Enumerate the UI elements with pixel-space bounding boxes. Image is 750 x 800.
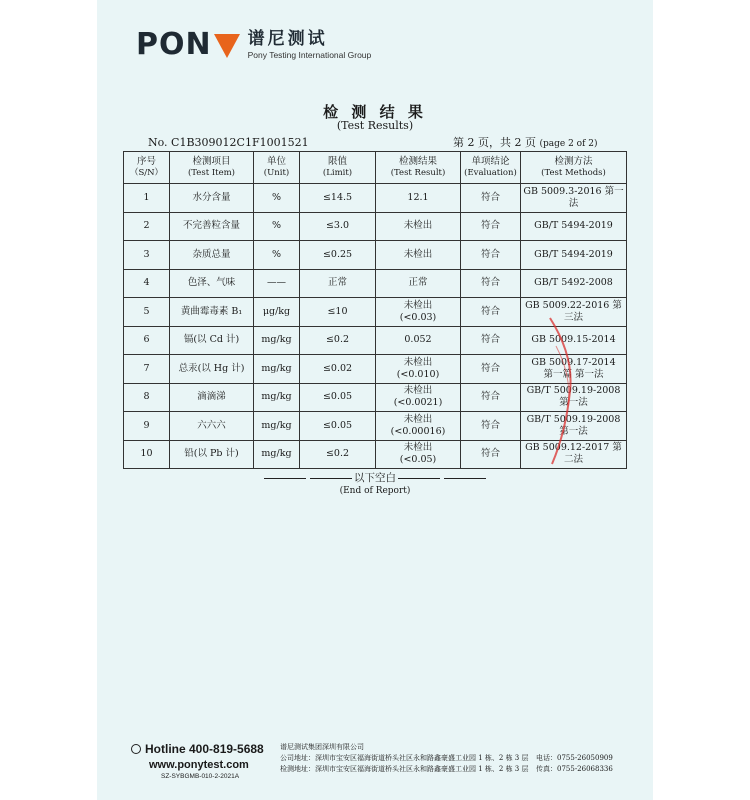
cell-test-result-text: (<0.00016) (390, 425, 446, 437)
column-header-en: (Test Methods) (541, 168, 606, 179)
cell-test-method (521, 412, 627, 441)
form-code: SZ-SYBGMB-010-2-2021A (161, 773, 240, 780)
cell-evaluation-text: 符合 (480, 305, 500, 317)
cell-test-item-text: 镉(以 Cd 计) (183, 334, 240, 346)
cell-test-method-text: GB/T 5009.19-2008 第一法 (526, 385, 621, 409)
cell-unit-text: mg/kg (261, 448, 292, 460)
column-header-en: (Test Item) (187, 168, 235, 179)
table-row (124, 184, 627, 213)
cell-test-item-text: 水分含量 (192, 191, 231, 203)
table-row (124, 298, 627, 327)
cell-evaluation (461, 383, 521, 412)
cell-evaluation-text: 符合 (480, 220, 500, 232)
cell-unit (254, 298, 300, 327)
page-title: 检 测 结 果 (323, 103, 427, 121)
cell-test-method-text: GB/T 5009.19-2008 第一法 (526, 413, 621, 437)
cell-test-result-text: 未检出 (403, 299, 433, 311)
hotline-text: Hotline 400-819-5688 (145, 742, 264, 756)
cell-sn-text: 6 (143, 334, 150, 346)
footer-contact (131, 742, 264, 780)
cell-limit (300, 355, 376, 384)
pony-logo (136, 27, 372, 62)
cell-test-method-text: GB/T 5494-2019 (534, 220, 613, 232)
cell-limit-text: ≤0.25 (322, 248, 353, 260)
page-indicator-cn: 第 2 页，共 2 页 (453, 136, 536, 149)
results-table (123, 151, 627, 469)
column-header-en: (Evaluation) (464, 168, 517, 179)
cell-test-item (170, 184, 254, 213)
cell-test-result-text: 未检出 (403, 356, 433, 368)
column-header-cn: 检测结果 (398, 156, 437, 168)
cell-test-result (376, 241, 461, 270)
column-header-en: (Test Result) (390, 168, 446, 179)
test-address: 检测地址：深圳市宝安区福海街道桥头社区永和路鑫豪盛工业园 1 栋、2 栋 3 层 (280, 765, 529, 773)
cell-test-result-text: (<0.03) (399, 311, 437, 323)
cell-test-result (376, 326, 461, 355)
fax: 传真：0755-26068336 (536, 765, 613, 773)
cell-test-item (170, 298, 254, 327)
logo-y-triangle-icon (214, 34, 240, 58)
company-name: 谱尼测试集团深圳有限公司 (280, 743, 364, 751)
cell-test-method (521, 212, 627, 241)
cell-limit (300, 298, 376, 327)
cell-sn-text: 10 (140, 448, 153, 460)
cell-test-item (170, 383, 254, 412)
cell-limit (300, 326, 376, 355)
cell-evaluation (461, 298, 521, 327)
cell-test-result-text: 正常 (408, 277, 428, 289)
cell-sn (124, 184, 170, 213)
cell-unit-text: —— (267, 277, 286, 289)
cell-sn (124, 383, 170, 412)
column-header-en: (Unit) (263, 168, 290, 179)
cell-test-method (521, 184, 627, 213)
table-row (124, 326, 627, 355)
table-header-row (124, 152, 627, 184)
cell-test-result (376, 355, 461, 384)
cell-test-method-text: GB 5009.15-2014 (531, 334, 616, 346)
table-row (124, 440, 627, 469)
cell-test-result (376, 184, 461, 213)
table-row (124, 412, 627, 441)
page-indicator-en: (page 2 of 2) (539, 139, 598, 149)
cell-test-method-text: GB/T 5492-2008 (534, 277, 613, 289)
column-header (254, 152, 300, 184)
hotline (131, 742, 264, 756)
cell-limit-text: ≤0.2 (325, 334, 350, 346)
cell-test-result-text: 未检出 (403, 248, 433, 260)
cell-test-method-text: 第一篇 第一法 (543, 368, 604, 380)
table-body (124, 184, 627, 469)
cell-evaluation (461, 241, 521, 270)
cell-sn-text: 2 (143, 220, 150, 232)
cell-limit (300, 184, 376, 213)
cell-test-item-text: 总汞(以 Hg 计) (178, 362, 245, 374)
cell-test-method (521, 269, 627, 298)
cell-evaluation (461, 326, 521, 355)
cell-unit-text: mg/kg (261, 419, 292, 431)
cell-unit-text: mg/kg (261, 362, 292, 374)
cell-sn (124, 440, 170, 469)
cell-test-item (170, 269, 254, 298)
cell-limit-text: ≤14.5 (322, 191, 353, 203)
table-row (124, 269, 627, 298)
cell-test-result-text: (<0.05) (399, 454, 437, 466)
cell-unit-text: % (271, 220, 282, 232)
cell-unit (254, 212, 300, 241)
cell-test-result (376, 412, 461, 441)
cell-sn (124, 241, 170, 270)
column-header (300, 152, 376, 184)
cell-unit-text: % (271, 191, 282, 203)
table-row (124, 241, 627, 270)
cell-test-method-text: GB/T 5494-2019 (534, 248, 613, 260)
page-subtitle: (Test Results) (336, 119, 414, 132)
cell-test-method-text: GB 5009.22-2016 第三法 (525, 299, 622, 323)
cell-evaluation-text: 符合 (480, 391, 500, 403)
column-header-cn: 检测方法 (554, 156, 593, 168)
cell-test-item (170, 440, 254, 469)
cell-test-item-text: 不完善粒含量 (182, 220, 240, 232)
end-marker (0, 470, 750, 485)
cell-test-result (376, 269, 461, 298)
cell-limit-text: ≤0.02 (322, 362, 353, 374)
cell-test-method-text: GB 5009.12-2017 第二法 (525, 442, 622, 466)
cell-sn-text: 3 (143, 248, 150, 260)
cell-sn (124, 212, 170, 241)
cell-test-item-text: 六六六 (197, 419, 226, 431)
cell-test-item (170, 241, 254, 270)
footer-phone (536, 753, 613, 775)
cell-unit-text: mg/kg (261, 334, 292, 346)
cell-unit (254, 326, 300, 355)
website: www.ponytest.com (149, 759, 249, 771)
cell-unit (254, 184, 300, 213)
table-row (124, 383, 627, 412)
cell-test-item-text: 杂质总量 (192, 248, 231, 260)
column-header (461, 152, 521, 184)
cell-sn-text: 5 (143, 305, 150, 317)
column-header (376, 152, 461, 184)
cell-evaluation (461, 212, 521, 241)
cell-sn (124, 412, 170, 441)
cell-limit (300, 383, 376, 412)
cell-test-result-text: 未检出 (403, 442, 433, 454)
cell-unit (254, 241, 300, 270)
cell-test-result-text: 未检出 (403, 385, 433, 397)
cell-limit-text: ≤3.0 (325, 220, 350, 232)
cell-sn-text: 1 (143, 191, 150, 203)
cell-unit (254, 383, 300, 412)
column-header (170, 152, 254, 184)
footer-address (280, 742, 529, 775)
logo-wordmark (136, 27, 240, 62)
cell-test-result-text: 未检出 (403, 220, 433, 232)
cell-test-result (376, 440, 461, 469)
cell-limit (300, 212, 376, 241)
cell-test-result-text: (<0.0021) (393, 397, 443, 409)
cell-test-method (521, 326, 627, 355)
company-address: 公司地址：深圳市宝安区福海街道桥头社区永和路鑫豪盛工业园 1 栋、2 栋 3 层 (280, 754, 529, 762)
cell-evaluation-text: 符合 (480, 419, 500, 431)
cell-test-result (376, 298, 461, 327)
phone-icon (131, 744, 141, 754)
cell-test-result-text: 0.052 (404, 334, 432, 346)
cell-unit (254, 412, 300, 441)
cell-limit-text: ≤0.05 (322, 391, 353, 403)
cell-test-method-text: GB 5009.3-2016 第一法 (523, 185, 624, 209)
cell-test-method (521, 355, 627, 384)
column-header-en: （S/N） (129, 168, 164, 179)
cell-sn-text: 8 (143, 391, 150, 403)
logo-chinese-name: 谱尼测试 (247, 28, 328, 49)
column-header (124, 152, 170, 184)
cell-evaluation-text: 符合 (480, 448, 500, 460)
cell-test-item-text: 铅(以 Pb 计) (184, 448, 239, 460)
logo-english-name: Pony Testing International Group (247, 49, 372, 60)
end-marker-text: 以下空白 (354, 472, 396, 484)
cell-test-method (521, 383, 627, 412)
cell-unit-text: μg/kg (262, 305, 291, 317)
table-row (124, 355, 627, 384)
telephone: 电话：0755-26050909 (536, 754, 613, 762)
column-header-cn: 检测项目 (192, 156, 231, 168)
cell-limit-text: ≤0.2 (325, 448, 350, 460)
logo-word: PON (136, 27, 212, 62)
cell-test-result-text: 12.1 (407, 191, 429, 203)
cell-limit (300, 269, 376, 298)
cell-evaluation-text: 符合 (480, 191, 500, 203)
cell-unit-text: % (271, 248, 282, 260)
cell-sn (124, 326, 170, 355)
cell-evaluation (461, 440, 521, 469)
cell-sn (124, 355, 170, 384)
column-header-cn: 序号 (136, 156, 156, 168)
cell-limit (300, 412, 376, 441)
cell-unit (254, 269, 300, 298)
cell-evaluation (461, 412, 521, 441)
page-indicator (453, 134, 598, 150)
cell-sn-text: 4 (143, 277, 150, 289)
cell-test-item-text: 滴滴涕 (197, 391, 226, 403)
cell-test-method (521, 298, 627, 327)
cell-limit (300, 241, 376, 270)
column-header-cn: 单位 (266, 156, 286, 168)
column-header-en: (Limit) (322, 168, 353, 179)
cell-unit-text: mg/kg (261, 391, 292, 403)
cell-test-result (376, 212, 461, 241)
cell-test-result-text: (<0.010) (396, 368, 440, 380)
cell-test-method (521, 440, 627, 469)
end-of-report: (End of Report) (339, 486, 411, 496)
cell-test-item (170, 326, 254, 355)
cell-unit (254, 440, 300, 469)
cell-limit-text: 正常 (327, 277, 347, 289)
cell-evaluation (461, 184, 521, 213)
cell-evaluation-text: 符合 (480, 362, 500, 374)
cell-evaluation-text: 符合 (480, 248, 500, 260)
cell-test-item (170, 212, 254, 241)
cell-evaluation (461, 355, 521, 384)
table-row (124, 212, 627, 241)
cell-test-item (170, 412, 254, 441)
cell-sn-text: 7 (143, 362, 150, 374)
cell-unit (254, 355, 300, 384)
column-header (521, 152, 627, 184)
cell-test-item-text: 色泽、气味 (187, 277, 236, 289)
cell-sn (124, 269, 170, 298)
cell-evaluation-text: 符合 (480, 277, 500, 289)
column-header-cn: 限值 (327, 156, 347, 168)
cell-limit-text: ≤0.05 (322, 419, 353, 431)
cell-test-method (521, 241, 627, 270)
cell-evaluation-text: 符合 (480, 334, 500, 346)
cell-test-result-text: 未检出 (403, 413, 433, 425)
cell-limit (300, 440, 376, 469)
cell-sn-text: 9 (143, 419, 150, 431)
cell-evaluation (461, 269, 521, 298)
cell-test-item (170, 355, 254, 384)
report-number: No. C1B309012C1F1001521 (148, 136, 309, 149)
cell-sn (124, 298, 170, 327)
cell-limit-text: ≤10 (327, 305, 348, 317)
column-header-cn: 单项结论 (471, 156, 510, 168)
cell-test-result (376, 383, 461, 412)
cell-test-method-text: GB 5009.17-2014 (531, 356, 616, 368)
cell-test-item-text: 黄曲霉毒素 B₁ (180, 305, 243, 317)
